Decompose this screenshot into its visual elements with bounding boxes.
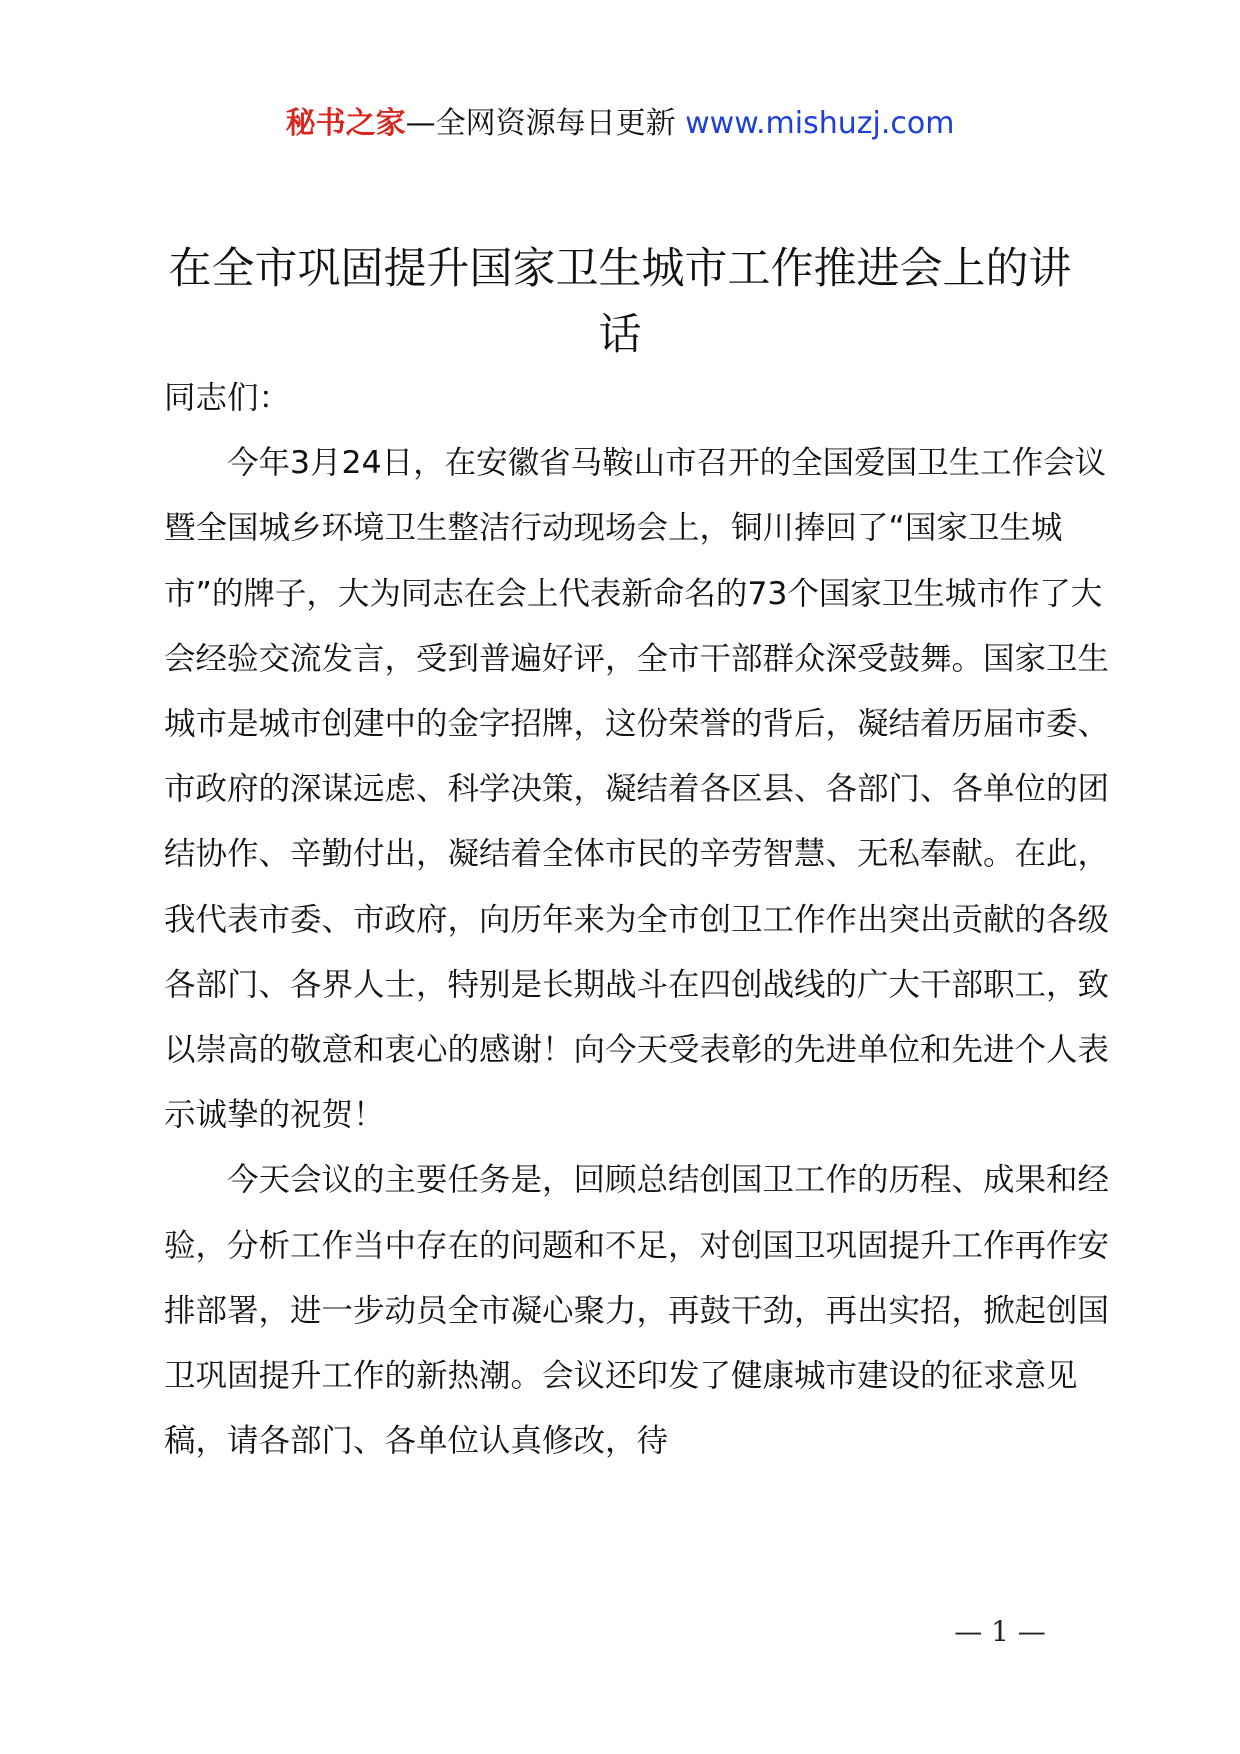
page-number: — 1 — — [954, 1615, 1046, 1648]
paragraph: 今年3月24日，在安徽省马鞍山市召开的全国爱国卫生工作会议暨全国城乡环境卫生整洁行动现场会上，铜川捧回了“国家卫生城市”的牌子，大为同志在会上代表新命名的73个国家卫生城市作了大会经验交流发言，受到普遍好评，全市干部群众深受鼓舞。国家卫生城市是城市创建中的金字招牌，这份荣誉的背后，凝结着历届市委、市政府的深谋远虑、科学决策，凝结着各区县、各部门、各单位的团结协作、辛勤付出，凝结着全体市民的辛劳智慧、无私奉献。在此，我代表市委、市政府，向历年来为全市创卫工作作出突出贡献的各级各部门、各界人士，特别是长期战斗在四创战线的广大干部职工，致以崇高的敬意和衷心的感谢！向今天受表彰的先进单位和先进个人表示诚挚的祝贺！ — [164, 445, 1110, 1134]
salutation: 同志们： — [164, 380, 291, 416]
paragraph: 今天会议的主要任务是，回顾总结创国卫工作的历程、成果和经验，分析工作当中存在的问题和不足，对创国卫巩固提升工作再作安排部署，进一步动员全市凝心聚力，再鼓干劲，再出实招，掀起创国卫巩固提升工作的新热潮。会议还印发了健康城市建设的征求意见稿，请各部门、各单位认真修改，待 — [164, 1162, 1110, 1460]
site-header — [0, 100, 1240, 148]
document-title: 在全市巩固提升国家卫生城市工作推进会上的讲话 — [168, 244, 1072, 360]
site-slogan: —全网资源每日更新 — [405, 106, 686, 141]
site-url-link[interactable]: www.mishuzj.com — [685, 106, 955, 141]
document-body — [164, 366, 1110, 1474]
site-brand: 秘书之家 — [285, 106, 406, 141]
